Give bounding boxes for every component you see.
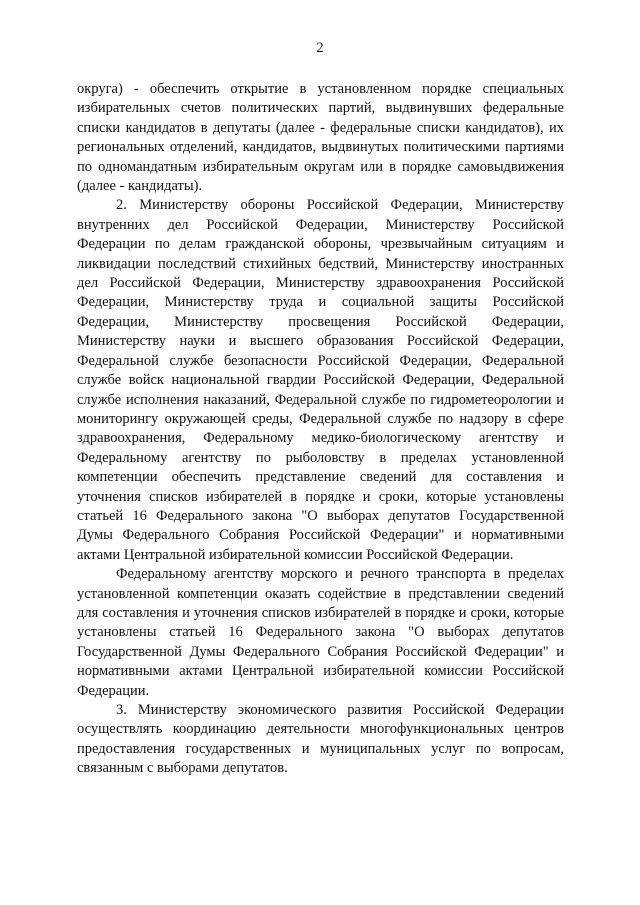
document-body — [77, 80, 564, 779]
paragraph-2: 2. Министерству обороны Российской Федерации, Министерству внутренних дел Российской Федерации, Министерству Российской Федерации по делам гражданской обороны, чрезвычайным ситуациям и ликвидации последствий стихийных бедствий, Министерству иностранных дел Российской Федерации, Министерству здравоохранения Российской Федерации, Министерству труда и социальной защиты Российской Федерации, Министерству просвещения Российской Федерации, Министерству науки и высшего образования Российской Федерации, Федеральной службе безопасности Российской Федерации, Федеральной службе войск национальной гвардии Российской Федерации, Федеральной службе исполнения наказаний, Федеральной службе по гидрометеорологии и мониторингу окружающей среды, Федеральной службе по надзору в сфере здравоохранения, Федеральному медико-биологическому агентству и Федеральному агентству по рыболовству в пределах установленной компетенции обеспечить представление сведений для составления и уточнения списков избирателей в порядке и сроки, которые установлены статьей 16 Федерального закона "О выборах депутатов Государственной Думы Федерального Собрания Российской Федерации" и нормативными актами Центральной избирательной комиссии Российской Федерации. — [77, 197, 564, 563]
page-number: 2 — [316, 40, 324, 56]
paragraph-1: округа) - обеспечить открытие в установленном порядке специальных избирательных счетов политических партий, выдвинувших федеральные списки кандидатов в депутаты (далее - федеральные списки кандидатов), их региональных отделений, кандидатов, выдвинутых политическими партиями по одномандатным избирательным округам или в порядке самовыдвижения (далее - кандидаты). — [77, 81, 564, 195]
paragraph-4: 3. Министерству экономического развития Российской Федерации осуществлять координацию деятельности многофункциональных центров предоставления государственных и муниципальных услуг по вопросам, связанным с выборами депутатов. — [77, 702, 564, 777]
paragraph-3: Федеральному агентству морского и речного транспорта в пределах установленной компетенции оказать содействие в представлении сведений для составления и уточнения списков избирателей в порядке и сроки, которые установлены статьей 16 Федерального закона "О выборах депутатов Государственной Думы Федерального Собрания Российской Федерации" и нормативными актами Центральной избирательной комиссии Российской Федерации. — [77, 566, 564, 699]
